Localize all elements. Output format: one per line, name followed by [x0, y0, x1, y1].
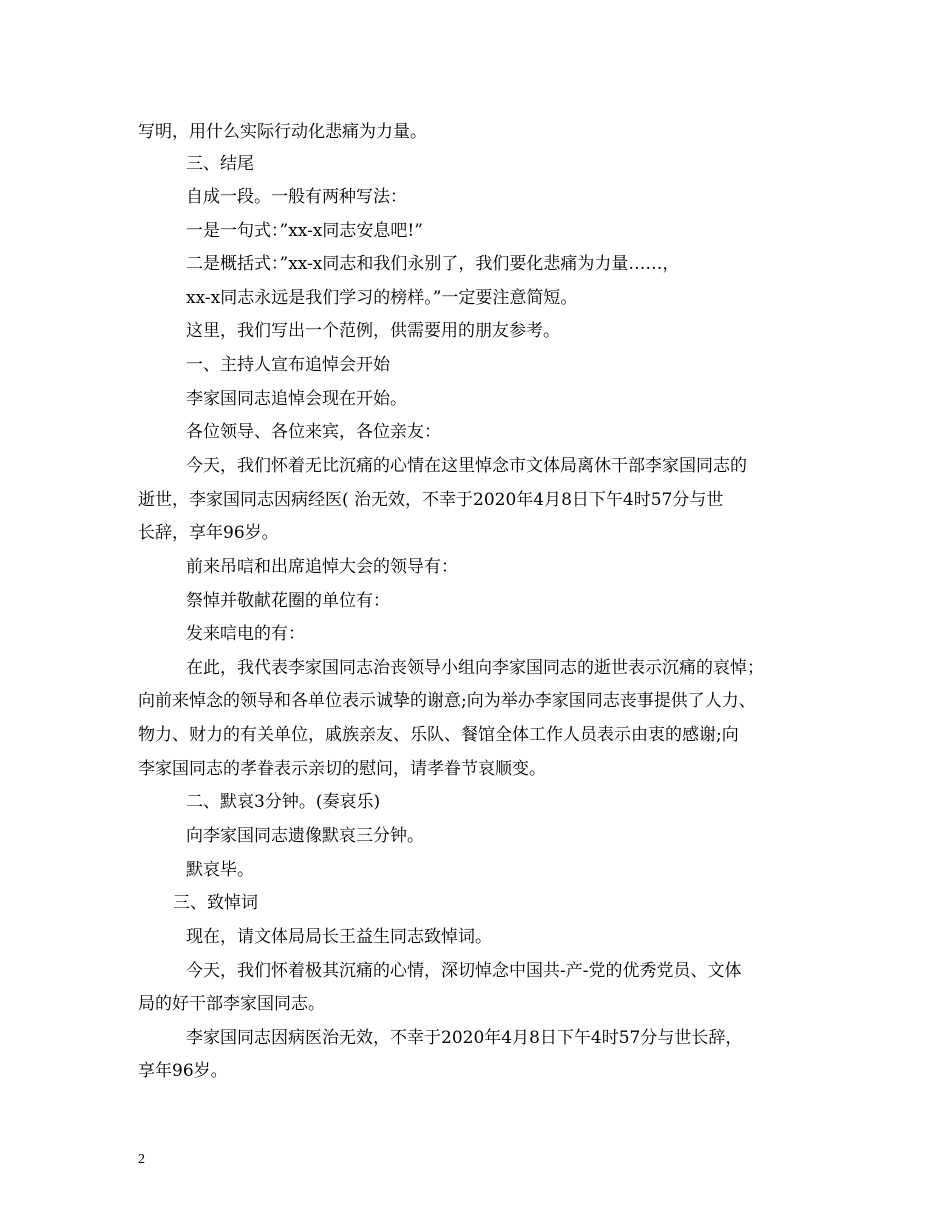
body-line-13: 长辞，享年96岁。 — [138, 523, 279, 543]
body-line-29: 享年96岁。 — [138, 1061, 228, 1081]
body-line-26: 今天，我们怀着极其沉痛的心情，深切悼念中国共-产-党的优秀党员、文体 — [186, 961, 742, 981]
body-line-9: 李家国同志追悼会现在开始。 — [186, 389, 407, 409]
body-line-16: 发来唁电的有： — [186, 624, 305, 644]
body-line-15: 祭悼并敬献花圈的单位有： — [186, 591, 390, 611]
body-line-23: 默哀毕。 — [186, 860, 254, 880]
body-line-12: 逝世，李家国同志因病经医( 治无效，不幸于2020年4月8日下午4时57分与世 — [138, 490, 724, 510]
page-number: 2 — [138, 1152, 145, 1167]
body-line-18: 向前来悼念的领导和各单位表示诚挚的谢意;向为举办李家国同志丧事提供了人力、 — [138, 691, 756, 711]
section-heading-eulogy: 三、致悼词 — [173, 893, 258, 913]
body-line-28: 李家国同志因病医治无效，不幸于2020年4月8日下午4时57分与世长辞， — [186, 1028, 743, 1048]
body-line-19: 物力、财力的有关单位，戚族亲友、乐队、餐馆全体工作人员表示由衷的感谢;向 — [138, 725, 739, 745]
body-line-25: 现在，请文体局局长王益生同志致悼词。 — [186, 927, 492, 947]
body-line-3: 自成一段。一般有两种写法： — [186, 187, 407, 207]
section-heading-ending: 三、结尾 — [186, 154, 254, 174]
body-line-17: 在此，我代表李家国同志治丧领导小组向李家国同志的逝世表示沉痛的哀悼； — [186, 658, 764, 678]
section-heading-silence: 二、默哀3分钟。(奏哀乐) — [186, 792, 381, 812]
body-line-22: 向李家国同志遗像默哀三分钟。 — [186, 826, 424, 846]
body-line-20: 李家国同志的孝眷表示亲切的慰问，请孝眷节哀顺变。 — [138, 759, 546, 779]
body-line-1: 写明，用什么实际行动化悲痛为力量。 — [138, 122, 427, 142]
body-line-7: 这里，我们写出一个范例，供需要用的朋友参考。 — [186, 321, 560, 341]
body-line-5: 二是概括式：”xx-x同志和我们永别了，我们要化悲痛为力量……， — [186, 254, 680, 274]
body-line-11: 今天，我们怀着无比沉痛的心情在这里悼念市文体局离休干部李家国同志的 — [186, 456, 747, 476]
body-line-10: 各位领导、各位来宾，各位亲友： — [186, 422, 441, 442]
body-line-27: 局的好干部李家国同志。 — [138, 994, 325, 1014]
body-line-4: 一是一句式：”xx-x同志安息吧!” — [186, 221, 423, 241]
section-heading-host: 一、主持人宣布追悼会开始 — [186, 355, 390, 375]
body-line-6: xx-x同志永远是我们学习的榜样。”一定要注意简短。 — [186, 288, 578, 308]
body-line-14: 前来吊唁和出席追悼大会的领导有： — [186, 557, 458, 577]
